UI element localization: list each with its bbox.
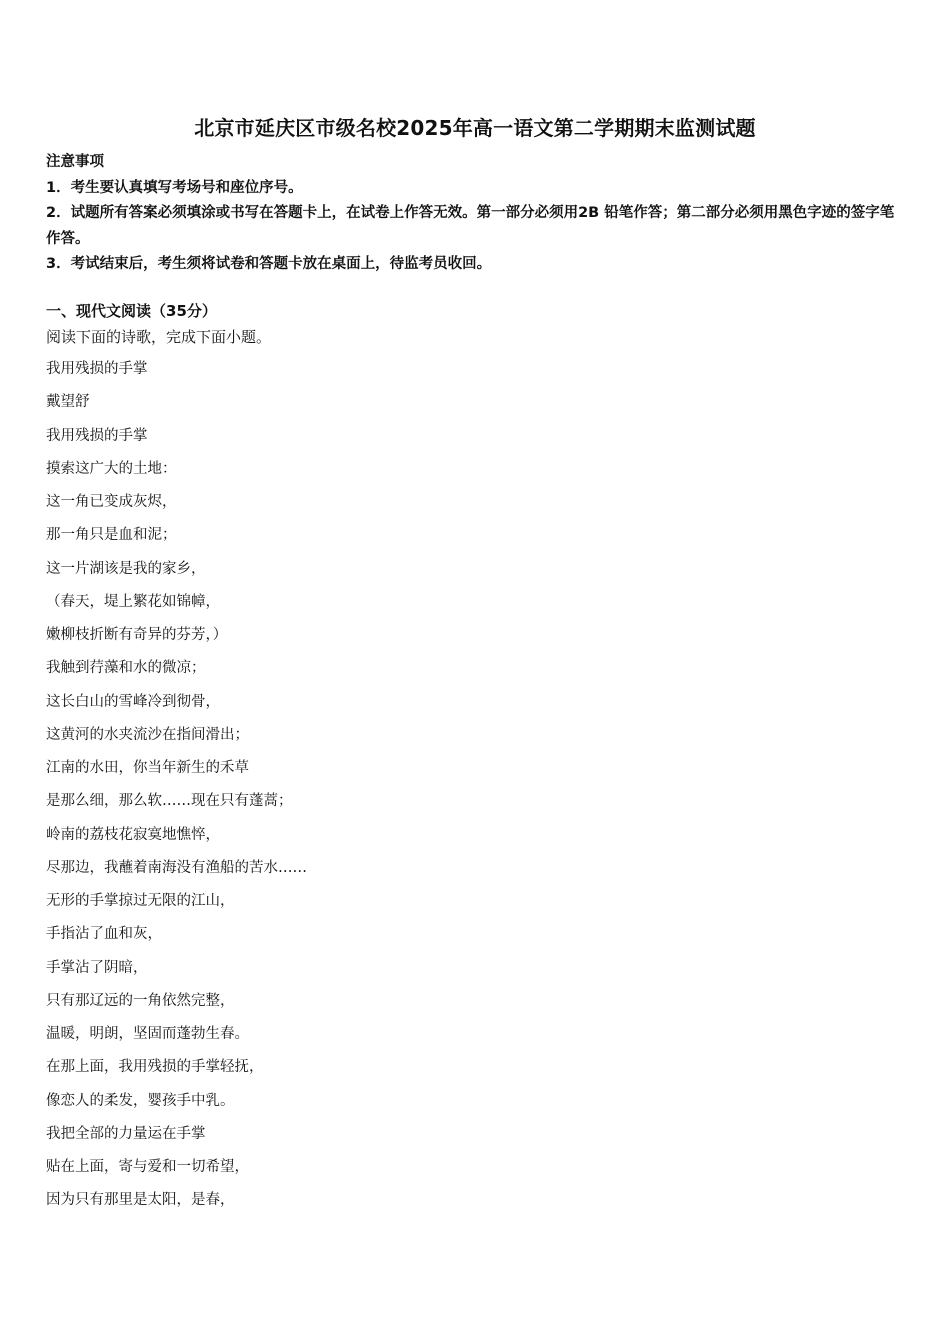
poem-line: 温暖，明朗，坚固而蓬勃生春。 xyxy=(46,1026,249,1042)
poem-line: 这黄河的水夹流沙在指间滑出； xyxy=(46,726,249,743)
notice-block xyxy=(46,150,908,278)
poem-text xyxy=(46,356,908,1221)
poem-line: 这一角已变成灰烬， xyxy=(46,494,177,510)
poem-line: 像恋人的柔发，婴孩手中乳。 xyxy=(46,1092,235,1109)
poem-line: 贴在上面，寄与爱和一切希望， xyxy=(46,1159,249,1175)
poem-line: 岭南的荔枝花寂寞地憔悴， xyxy=(46,826,220,843)
poem-line: 这一片湖该是我的家乡， xyxy=(46,560,206,577)
section-heading: 一、现代文阅读（35分） xyxy=(46,302,217,320)
poem-line: 我触到荇藻和水的微凉； xyxy=(46,660,206,677)
poem-line: 我把全部的力量运在手掌 xyxy=(46,1125,206,1142)
poem-line: 手掌沾了阴暗， xyxy=(46,959,148,976)
section-intro: 阅读下面的诗歌，完成下面小题。 xyxy=(46,328,272,346)
poem-line: 尽那边，我蘸着南海没有渔船的苦水…… xyxy=(46,859,307,876)
poem-line: 嫩柳枝折断有奇异的芬芳，） xyxy=(46,627,228,643)
poem-line: 无形的手掌掠过无限的江山， xyxy=(46,893,235,909)
poem-line: （春天，堤上繁花如锦幛， xyxy=(46,593,220,610)
poem-line: 我用残损的手掌 xyxy=(46,427,148,444)
notice-heading: 注意事项 xyxy=(46,154,104,170)
poem-author: 戴望舒 xyxy=(46,394,90,411)
poem-line: 摸索这广大的土地： xyxy=(46,460,177,477)
poem-line: 我用残损的手掌 xyxy=(46,361,148,377)
notice-item-2: 2．试题所有答案必须填涂或书写在答题卡上，在试卷上作答无效。第一部分必须用2B 铅笔作答；第二部分必须用黑色字迹的签字笔作答。 xyxy=(46,205,895,247)
poem-line: 江南的水田，你当年新生的禾草 xyxy=(46,760,249,776)
poem-line: 手指沾了血和灰， xyxy=(46,926,162,943)
page-title: 北京市延庆区市级名校2025年高一语文第二学期期末监测试题 xyxy=(194,116,756,140)
poem-line: 这长白山的雪峰冷到彻骨， xyxy=(46,693,220,710)
poem-line: 是那么细，那么软……现在只有蓬蒿； xyxy=(46,793,293,810)
section-reading xyxy=(46,298,908,350)
poem-line: 因为只有那里是太阳，是春， xyxy=(46,1192,235,1209)
poem-line: 在那上面，我用残损的手掌轻抚， xyxy=(46,1059,264,1076)
poem-line: 那一角只是血和泥； xyxy=(46,527,177,544)
notice-item-3: 3．考试结束后，考生须将试卷和答题卡放在桌面上，待监考员收回。 xyxy=(46,256,492,272)
notice-item-1: 1．考生要认真填写考场号和座位序号。 xyxy=(46,179,303,196)
poem-line: 只有那辽远的一角依然完整， xyxy=(46,992,235,1009)
